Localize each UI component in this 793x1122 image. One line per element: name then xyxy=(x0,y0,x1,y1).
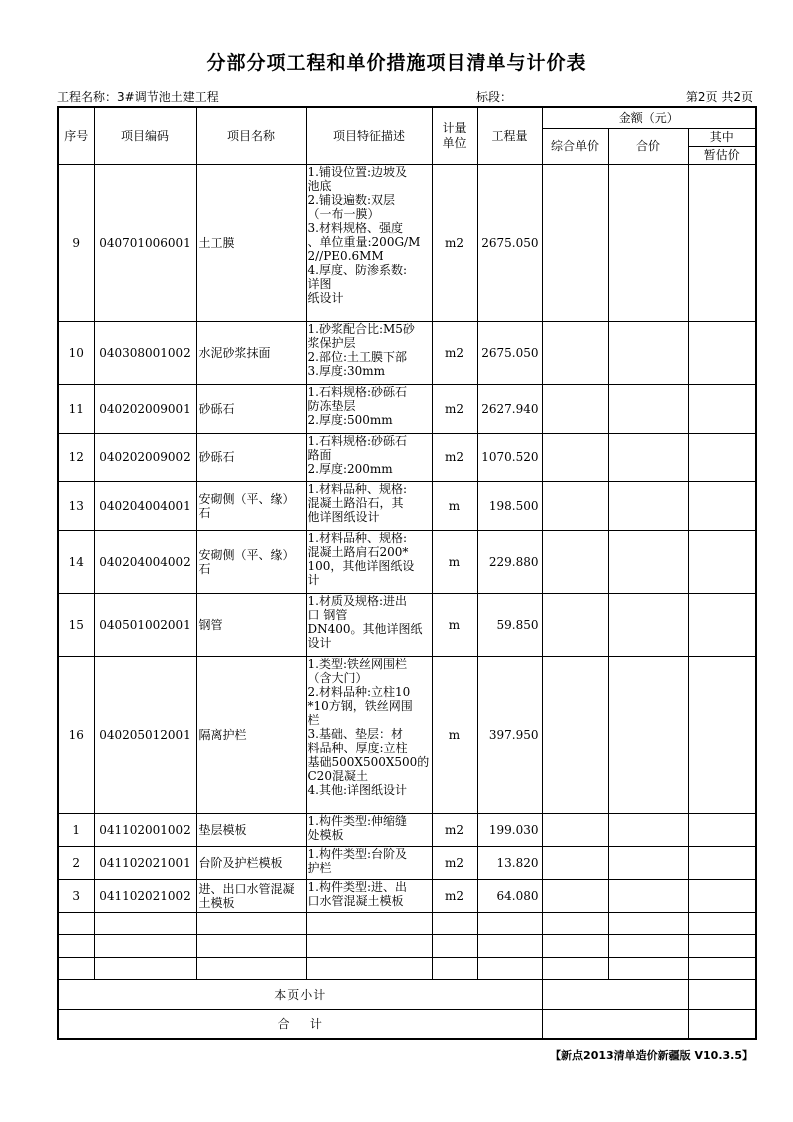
row-seq: 13 xyxy=(58,481,94,530)
row-unit: m2 xyxy=(432,384,477,433)
row-qty: 13.820 xyxy=(477,846,542,879)
header-of-which: 其中 xyxy=(688,128,756,146)
desc-line: *10方钢，铁丝网围 xyxy=(307,698,413,713)
bill-table xyxy=(57,106,757,1040)
desc-line: 纸设计 xyxy=(307,290,344,305)
row-seq: 16 xyxy=(58,656,94,813)
row-code: 040205012001 xyxy=(94,656,196,813)
table-row xyxy=(58,813,756,846)
row-provisional xyxy=(688,481,756,530)
row-name: 砂砾石 xyxy=(196,384,306,433)
empty-cell xyxy=(542,934,608,957)
header-desc: 项目特征描述 xyxy=(306,107,432,164)
header-qty: 工程量 xyxy=(477,107,542,164)
row-unit: m xyxy=(432,656,477,813)
row-provisional xyxy=(688,384,756,433)
empty-cell xyxy=(432,912,477,934)
empty-row xyxy=(58,934,756,957)
empty-cell xyxy=(542,912,608,934)
desc-line: 他详图纸设计 xyxy=(307,509,380,524)
row-desc xyxy=(306,530,432,593)
row-code: 040204004002 xyxy=(94,530,196,593)
row-unit-price xyxy=(542,656,608,813)
row-provisional xyxy=(688,164,756,321)
desc-line: 3.材料规格、强度 xyxy=(307,220,403,235)
row-code: 040501002001 xyxy=(94,593,196,656)
row-unit-price xyxy=(542,164,608,321)
header-unit: 计量单位 xyxy=(432,107,477,164)
desc-line: 2.铺设遍数:双层 xyxy=(307,192,395,207)
row-provisional xyxy=(688,846,756,879)
row-name: 垫层模板 xyxy=(196,813,306,846)
row-qty: 198.500 xyxy=(477,481,542,530)
desc-line: 100，其他详图纸设 xyxy=(307,558,415,573)
row-total xyxy=(608,813,688,846)
section-label: 标段： xyxy=(476,90,513,104)
grand-total-row-label: 合 计 xyxy=(58,1009,542,1039)
row-name: 砂砾石 xyxy=(196,433,306,481)
row-unit-price xyxy=(542,593,608,656)
desc-line: 料品种、厚度:立柱 xyxy=(307,740,408,755)
table-row xyxy=(58,879,756,912)
header-row-1 xyxy=(58,107,756,128)
desc-line: 1.材料品种、规格: xyxy=(307,481,407,496)
table-row xyxy=(58,530,756,593)
row-unit: m2 xyxy=(432,879,477,912)
row-name: 台阶及护栏模板 xyxy=(196,846,306,879)
table-row xyxy=(58,384,756,433)
row-unit-price xyxy=(542,433,608,481)
row-desc xyxy=(306,656,432,813)
row-qty: 2627.940 xyxy=(477,384,542,433)
desc-line: 1.石料规格:砂砾石 xyxy=(307,384,407,399)
desc-line: 池底 xyxy=(307,178,332,193)
empty-cell xyxy=(542,957,608,979)
row-total xyxy=(608,164,688,321)
empty-cell xyxy=(196,957,306,979)
row-code: 040701006001 xyxy=(94,164,196,321)
empty-cell xyxy=(196,912,306,934)
desc-line: 4.其他:详图纸设计 xyxy=(307,782,407,797)
table-row xyxy=(58,846,756,879)
row-total xyxy=(608,879,688,912)
desc-line: 口水管混凝土模板 xyxy=(307,893,404,908)
desc-line: 基础500X500X500的 xyxy=(307,754,430,769)
row-total xyxy=(608,656,688,813)
row-provisional xyxy=(688,433,756,481)
header-total: 合价 xyxy=(608,128,688,164)
row-desc xyxy=(306,321,432,384)
empty-cell xyxy=(94,957,196,979)
row-seq: 3 xyxy=(58,879,94,912)
row-provisional xyxy=(688,593,756,656)
row-qty: 59.850 xyxy=(477,593,542,656)
row-total xyxy=(608,481,688,530)
software-footer: 【新点2013清单造价新疆版 V10.3.5】 xyxy=(550,1049,753,1062)
row-name: 安砌侧（平、缘）石 xyxy=(196,481,306,530)
row-desc xyxy=(306,384,432,433)
grand-total-row xyxy=(58,1009,756,1039)
row-provisional xyxy=(688,813,756,846)
row-unit: m2 xyxy=(432,846,477,879)
desc-line: 2.部位:土工膜下部 xyxy=(307,349,407,364)
row-unit-price xyxy=(542,879,608,912)
row-code: 040202009001 xyxy=(94,384,196,433)
desc-line: 混凝土路沿石，其 xyxy=(307,495,404,510)
grand-total-row-provisional xyxy=(688,1009,756,1039)
empty-cell xyxy=(432,934,477,957)
row-name: 水泥砂浆抹面 xyxy=(196,321,306,384)
row-name: 隔离护栏 xyxy=(196,656,306,813)
empty-cell xyxy=(58,957,94,979)
empty-cell xyxy=(94,912,196,934)
header-code: 项目编码 xyxy=(94,107,196,164)
row-code: 040308001002 xyxy=(94,321,196,384)
desc-line: 栏 xyxy=(307,712,320,727)
desc-line: 护栏 xyxy=(307,860,332,875)
desc-line: DN400。其他详图纸 xyxy=(307,621,423,636)
empty-cell xyxy=(196,934,306,957)
row-unit: m xyxy=(432,530,477,593)
empty-cell xyxy=(477,957,542,979)
row-desc xyxy=(306,593,432,656)
desc-line: 处模板 xyxy=(307,827,344,842)
row-unit-price xyxy=(542,530,608,593)
row-total xyxy=(608,384,688,433)
header-seq: 序号 xyxy=(58,107,94,164)
row-total xyxy=(608,530,688,593)
row-total xyxy=(608,846,688,879)
empty-cell xyxy=(688,957,756,979)
table-row xyxy=(58,656,756,813)
empty-cell xyxy=(58,934,94,957)
desc-line: 2//PE0.6MM xyxy=(307,248,384,263)
desc-line: 1.构件类型:台阶及 xyxy=(307,846,407,861)
page-subtotal-row-label: 本页小计 xyxy=(58,979,542,1009)
empty-cell xyxy=(477,912,542,934)
row-desc xyxy=(306,813,432,846)
desc-line: 详图 xyxy=(307,276,332,291)
desc-line: 1.铺设位置:边坡及 xyxy=(307,164,407,179)
empty-cell xyxy=(306,934,432,957)
row-qty: 199.030 xyxy=(477,813,542,846)
row-desc xyxy=(306,433,432,481)
desc-line: 1.材质及规格:进出 xyxy=(307,593,407,608)
desc-line: 1.构件类型:进、出 xyxy=(307,879,407,894)
desc-line: 3.基础、垫层：材 xyxy=(307,726,403,741)
page-subtotal-row-amount xyxy=(542,979,688,1009)
desc-line: 、单位重量:200G/M xyxy=(307,234,421,249)
row-seq: 11 xyxy=(58,384,94,433)
table-row xyxy=(58,481,756,530)
row-qty: 64.080 xyxy=(477,879,542,912)
table-row xyxy=(58,433,756,481)
row-unit-price xyxy=(542,846,608,879)
row-code: 041102001002 xyxy=(94,813,196,846)
page-title: 分部分项工程和单价措施项目清单与计价表 xyxy=(206,52,587,74)
empty-row xyxy=(58,912,756,934)
row-desc xyxy=(306,164,432,321)
desc-line: 2.材料品种:立柱10 xyxy=(307,684,411,699)
row-name: 进、出口水管混凝土模板 xyxy=(196,879,306,912)
row-seq: 14 xyxy=(58,530,94,593)
desc-line: 2.厚度:200mm xyxy=(307,461,393,476)
row-seq: 9 xyxy=(58,164,94,321)
row-unit: m2 xyxy=(432,321,477,384)
desc-line: （一布一膜） xyxy=(307,206,380,221)
empty-cell xyxy=(306,912,432,934)
empty-cell xyxy=(58,912,94,934)
row-unit: m xyxy=(432,593,477,656)
row-desc xyxy=(306,481,432,530)
row-code: 040202009002 xyxy=(94,433,196,481)
row-name: 安砌侧（平、缘）石 xyxy=(196,530,306,593)
row-qty: 397.950 xyxy=(477,656,542,813)
row-name: 土工膜 xyxy=(196,164,306,321)
row-provisional xyxy=(688,879,756,912)
desc-line: 4.厚度、防渗系数: xyxy=(307,262,407,277)
row-code: 041102021002 xyxy=(94,879,196,912)
desc-line: 防冻垫层 xyxy=(307,398,356,413)
desc-line: 3.厚度:30mm xyxy=(307,363,386,378)
desc-line: 口 钢管 xyxy=(307,607,348,622)
desc-line: （含大门） xyxy=(307,670,368,685)
page-number: 第2页 共2页 xyxy=(685,90,753,104)
desc-line: 1.材料品种、规格: xyxy=(307,530,407,545)
table-row xyxy=(58,164,756,321)
desc-line: 设计 xyxy=(307,635,332,650)
row-unit: m xyxy=(432,481,477,530)
row-total xyxy=(608,593,688,656)
header-provisional: 暂估价 xyxy=(688,146,756,164)
row-seq: 1 xyxy=(58,813,94,846)
row-qty: 2675.050 xyxy=(477,321,542,384)
desc-line: 混凝土路肩石200* xyxy=(307,544,409,559)
row-total xyxy=(608,321,688,384)
page-subtotal-row xyxy=(58,979,756,1009)
row-unit-price xyxy=(542,321,608,384)
desc-line: 1.砂浆配合比:M5砂 xyxy=(307,321,415,336)
row-code: 041102021001 xyxy=(94,846,196,879)
desc-line: 计 xyxy=(307,572,320,587)
row-unit: m2 xyxy=(432,433,477,481)
empty-cell xyxy=(94,934,196,957)
desc-line: 路面 xyxy=(307,447,332,462)
header-unit-price: 综合单价 xyxy=(542,128,608,164)
desc-line: 1.构件类型:伸缩缝 xyxy=(307,813,407,828)
empty-row xyxy=(58,957,756,979)
row-qty: 1070.520 xyxy=(477,433,542,481)
row-name: 钢管 xyxy=(196,593,306,656)
header-name: 项目名称 xyxy=(196,107,306,164)
row-seq: 2 xyxy=(58,846,94,879)
row-unit-price xyxy=(542,481,608,530)
empty-cell xyxy=(306,957,432,979)
row-provisional xyxy=(688,656,756,813)
desc-line: C20混凝土 xyxy=(307,768,368,783)
desc-line: 1.类型:铁丝网围栏 xyxy=(307,656,407,671)
row-desc xyxy=(306,879,432,912)
row-qty: 2675.050 xyxy=(477,164,542,321)
project-name: 工程名称：3#调节池土建工程 xyxy=(57,90,219,104)
empty-cell xyxy=(608,957,688,979)
desc-line: 1.石料规格:砂砾石 xyxy=(307,433,407,448)
empty-cell xyxy=(688,934,756,957)
empty-cell xyxy=(608,934,688,957)
row-code: 040204004001 xyxy=(94,481,196,530)
desc-line: 2.厚度:500mm xyxy=(307,412,393,427)
row-unit-price xyxy=(542,813,608,846)
desc-line: 浆保护层 xyxy=(307,335,356,350)
row-seq: 12 xyxy=(58,433,94,481)
table-row xyxy=(58,321,756,384)
grand-total-row-amount xyxy=(542,1009,688,1039)
row-qty: 229.880 xyxy=(477,530,542,593)
empty-cell xyxy=(432,957,477,979)
row-unit: m2 xyxy=(432,813,477,846)
table-row xyxy=(58,593,756,656)
row-desc xyxy=(306,846,432,879)
empty-cell xyxy=(608,912,688,934)
page-subtotal-row-provisional xyxy=(688,979,756,1009)
empty-cell xyxy=(688,912,756,934)
row-provisional xyxy=(688,321,756,384)
row-total xyxy=(608,433,688,481)
empty-cell xyxy=(477,934,542,957)
row-provisional xyxy=(688,530,756,593)
row-seq: 10 xyxy=(58,321,94,384)
header-amount: 金额（元） xyxy=(542,107,756,128)
row-seq: 15 xyxy=(58,593,94,656)
row-unit: m2 xyxy=(432,164,477,321)
row-unit-price xyxy=(542,384,608,433)
